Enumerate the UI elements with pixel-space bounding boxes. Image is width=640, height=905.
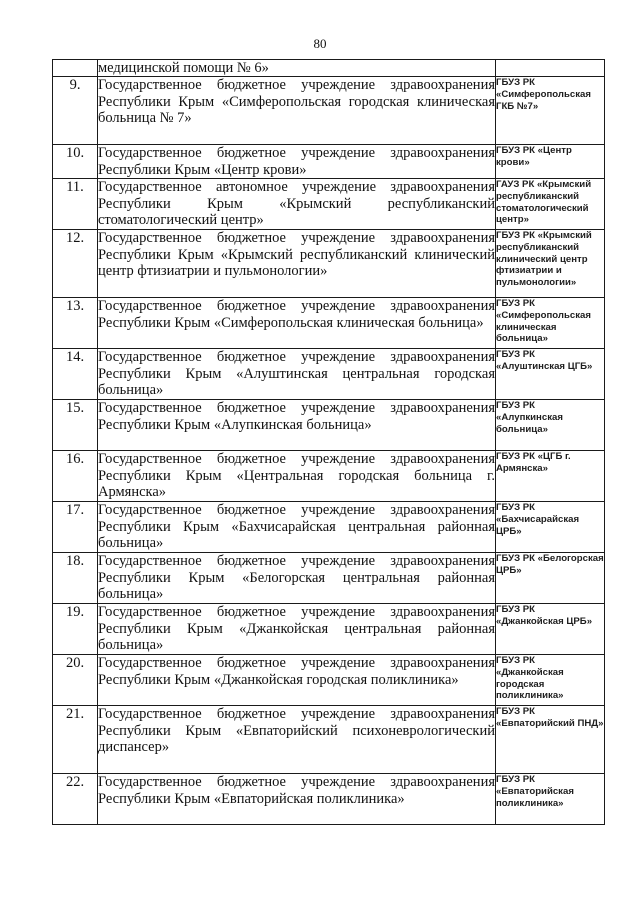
institutions-table (52, 59, 605, 825)
table-row (53, 298, 605, 349)
row-number: 21. (53, 706, 98, 774)
institution-short-name: ГБУЗ РК «Симферопольская ГКБ №7» (496, 77, 605, 145)
row-number: 11. (53, 179, 98, 230)
institution-full-name: Государственное автономное учреждение здравоохранения Республики Крым «Крымский республиканский стоматологический центр» (98, 179, 495, 229)
institution-short-name: ГБУЗ РК «Крымский республиканский клинический центр фтизиатрии и пульмонологии» (496, 230, 605, 298)
institution-short-name: ГБУЗ РК «Белогорская ЦРБ» (496, 553, 605, 604)
row-number: 12. (53, 230, 98, 298)
institution-full-name: Государственное бюджетное учреждение здравоохранения Республики Крым «Белогорская центральная районная больница» (98, 553, 495, 603)
institution-full-name: Государственное бюджетное учреждение здравоохранения Республики Крым «Центр крови» (98, 145, 495, 178)
institution-full-name: Государственное бюджетное учреждение здравоохранения Республики Крым «Симферопольская городская клиническая больница № 7» (98, 77, 496, 145)
institution-short-name: ГБУЗ РК «Джанкойская ЦРБ» (496, 604, 605, 655)
institution-short-name: ГБУЗ РК «Евпаторийская поликлиника» (496, 774, 605, 825)
table-row (53, 400, 605, 451)
row-number: 15. (53, 400, 98, 451)
institution-full-name: Государственное бюджетное учреждение здравоохранения Республики Крым «Евпаторийская поликлиника» (98, 774, 496, 825)
row-number: 20. (53, 655, 98, 706)
institution-full-name: медицинской помощи № 6» (98, 60, 496, 77)
table-row (53, 655, 605, 706)
institution-short-name: ГБУЗ РК «ЦГБ г. Армянска» (496, 451, 605, 502)
table-row (53, 604, 605, 655)
institution-short-name: ГБУЗ РК «Бахчисарайская ЦРБ» (496, 502, 605, 553)
table-row (53, 77, 605, 145)
table-row (53, 145, 605, 179)
row-number: 18. (53, 553, 98, 604)
row-number: 9. (53, 77, 98, 145)
table-row (53, 349, 605, 400)
institution-short-name: ГБУЗ РК «Алуштинская ЦГБ» (496, 349, 605, 400)
table-row (53, 774, 605, 825)
table-row (53, 60, 605, 77)
row-number: 22. (53, 774, 98, 825)
institution-full-name: Государственное бюджетное учреждение здравоохранения Республики Крым «Алупкинская больница» (98, 400, 496, 451)
institution-short-name: ГАУЗ РК «Крымский республиканский стоматологический центр» (496, 179, 605, 230)
table-row (53, 451, 605, 502)
row-number: 10. (53, 145, 98, 179)
row-number: 13. (53, 298, 98, 349)
table-row (53, 553, 605, 604)
table-row (53, 230, 605, 298)
institution-short-name (496, 60, 605, 77)
institution-full-name: Государственное бюджетное учреждение здравоохранения Республики Крым «Евпаторийский психоневрологический диспансер» (98, 706, 496, 774)
institution-full-name: Государственное бюджетное учреждение здравоохранения Республики Крым «Симферопольская клиническая больница» (98, 298, 496, 349)
row-number: 19. (53, 604, 98, 655)
institution-full-name: Государственное бюджетное учреждение здравоохранения Республики Крым «Центральная городская больница г. Армянска» (98, 451, 495, 501)
institution-short-name: ГБУЗ РК «Центр крови» (496, 145, 605, 179)
institution-full-name: Государственное бюджетное учреждение здравоохранения Республики Крым «Джанкойская городская поликлиника» (98, 655, 496, 706)
institution-full-name: Государственное бюджетное учреждение здравоохранения Республики Крым «Алуштинская центральная городская больница» (98, 349, 495, 399)
institution-full-name: Государственное бюджетное учреждение здравоохранения Республики Крым «Бахчисарайская центральная районная больница» (98, 502, 495, 552)
institution-full-name: Государственное бюджетное учреждение здравоохранения Республики Крым «Джанкойская центральная районная больница» (98, 604, 495, 654)
institution-short-name: ГБУЗ РК «Симферопольская клиническая больница» (496, 298, 605, 349)
table-row (53, 179, 605, 230)
institution-short-name: ГБУЗ РК «Евпаторийский ПНД» (496, 706, 605, 774)
institution-full-name: Государственное бюджетное учреждение здравоохранения Республики Крым «Крымский республиканский клинический центр фтизиатрии и пульмонологии» (98, 230, 496, 298)
row-number: 16. (53, 451, 98, 502)
table-row (53, 502, 605, 553)
table-row (53, 706, 605, 774)
row-number: 17. (53, 502, 98, 553)
institution-short-name: ГБУЗ РК «Джанкойская городская поликлиника» (496, 655, 605, 706)
page-number: 80 (313, 36, 327, 51)
institution-short-name: ГБУЗ РК «Алупкинская больница» (496, 400, 605, 451)
row-number: 14. (53, 349, 98, 400)
row-number (53, 60, 98, 77)
